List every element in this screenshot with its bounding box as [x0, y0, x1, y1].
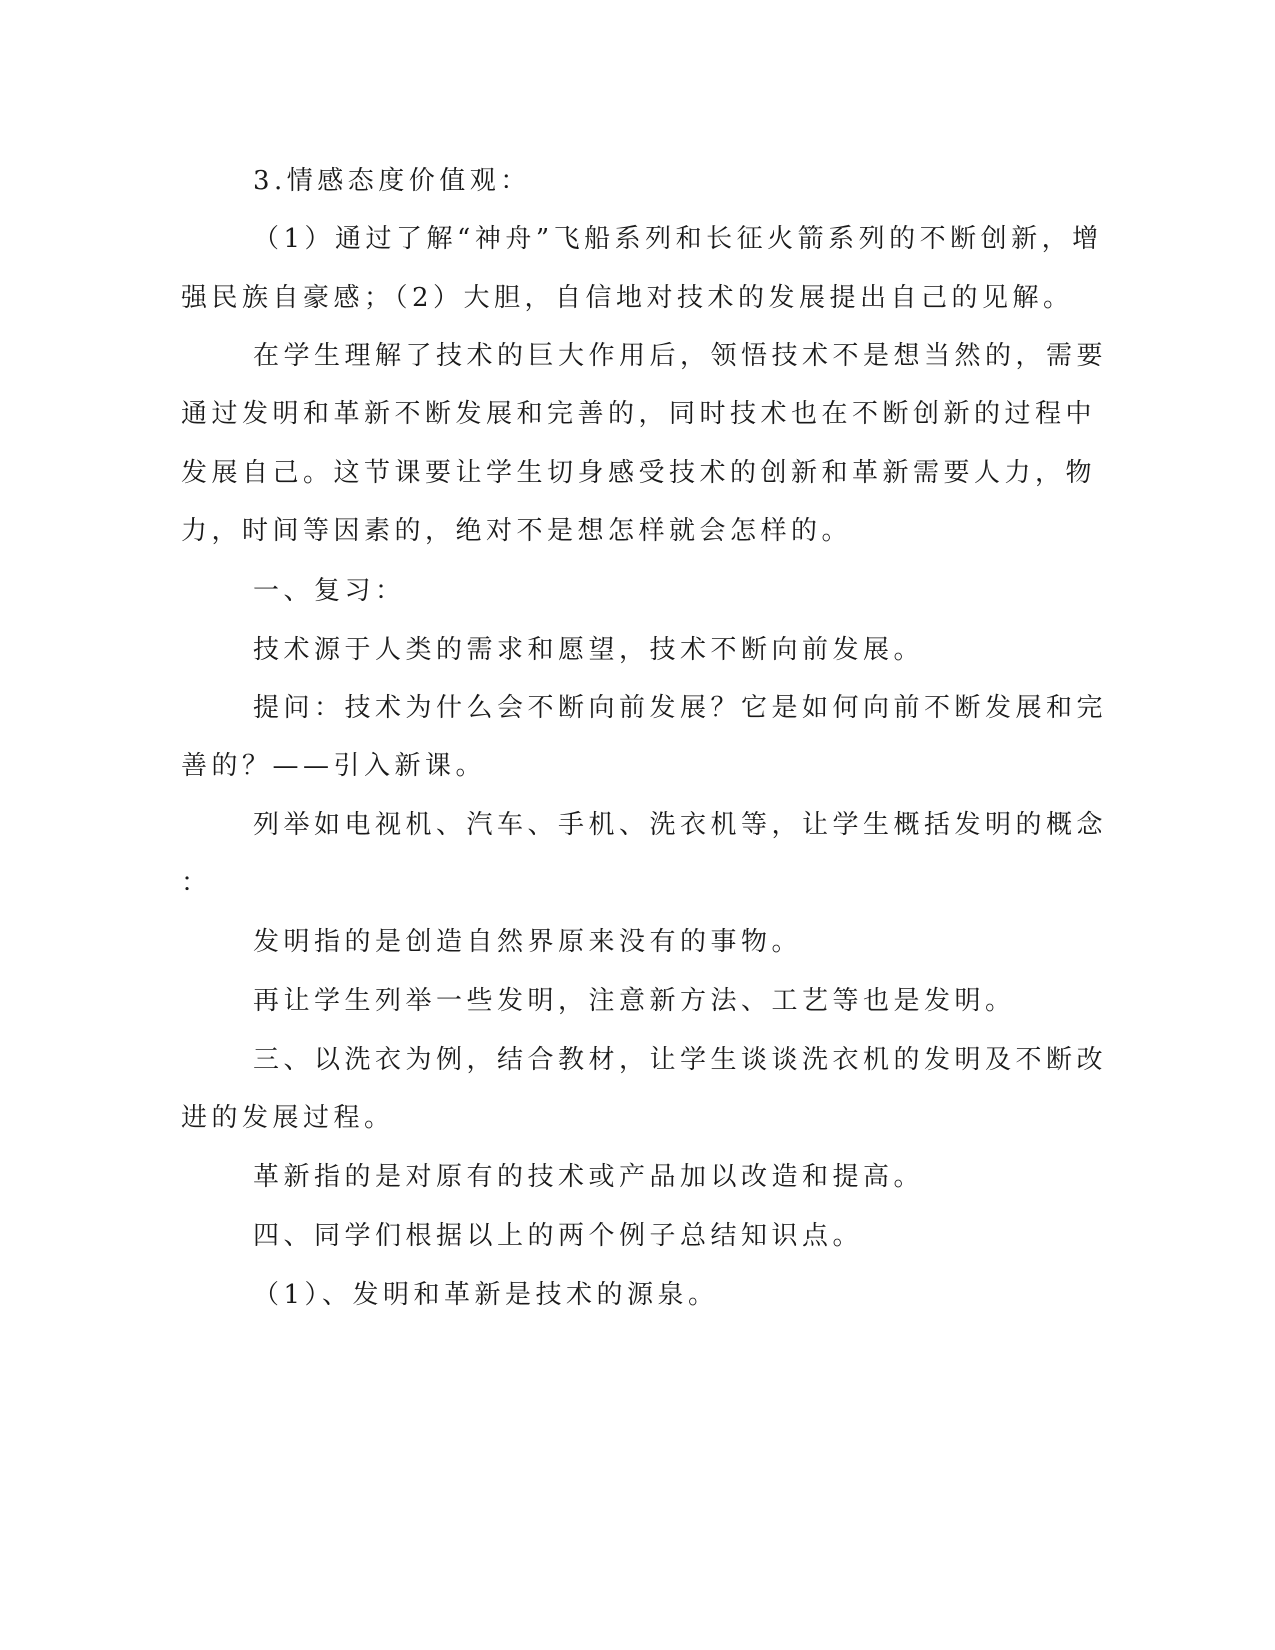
text-line: 一、复习： [253, 576, 406, 606]
text-line: 列举如电视机、汽车、手机、洗衣机等，让学生概括发明的概念 [253, 810, 1108, 840]
text-line: （1）、发明和革新是技术的源泉。 [253, 1280, 719, 1310]
text-line: 强民族自豪感；（2）大胆，自信地对技术的发展提出自己的见解。 [181, 283, 1074, 313]
text-line: 技术源于人类的需求和愿望，技术不断向前发展。 [253, 635, 925, 665]
text-line: 发展自己。这节课要让学生切身感受技术的创新和革新需要人力，物 [181, 458, 1097, 488]
text-line: 进的发展过程。 [181, 1103, 395, 1133]
text-line: 四、同学们根据以上的两个例子总结知识点。 [253, 1221, 864, 1251]
text-line: 力，时间等因素的，绝对不是想怎样就会怎样的。 [181, 516, 853, 546]
text-line: 革新指的是对原有的技术或产品加以改造和提高。 [253, 1162, 925, 1192]
text-line: 三、以洗衣为例，结合教材，让学生谈谈洗衣机的发明及不断改 [253, 1045, 1108, 1075]
text-line: ： [181, 868, 212, 898]
text-line: （1）通过了解“神舟”飞船系列和长征火箭系列的不断创新，增 [253, 224, 1103, 254]
text-line: 3.情感态度价值观： [253, 166, 531, 196]
text-line: 善的？——引入新课。 [181, 751, 487, 781]
text-line: 提问：技术为什么会不断向前发展？它是如何向前不断发展和完 [253, 693, 1108, 723]
text-line: 发明指的是创造自然界原来没有的事物。 [253, 927, 803, 957]
text-line: 在学生理解了技术的巨大作用后，领悟技术不是想当然的，需要 [253, 341, 1108, 371]
text-line: 再让学生列举一些发明，注意新方法、工艺等也是发明。 [253, 986, 1016, 1016]
text-line: 通过发明和革新不断发展和完善的，同时技术也在不断创新的过程中 [181, 399, 1097, 429]
